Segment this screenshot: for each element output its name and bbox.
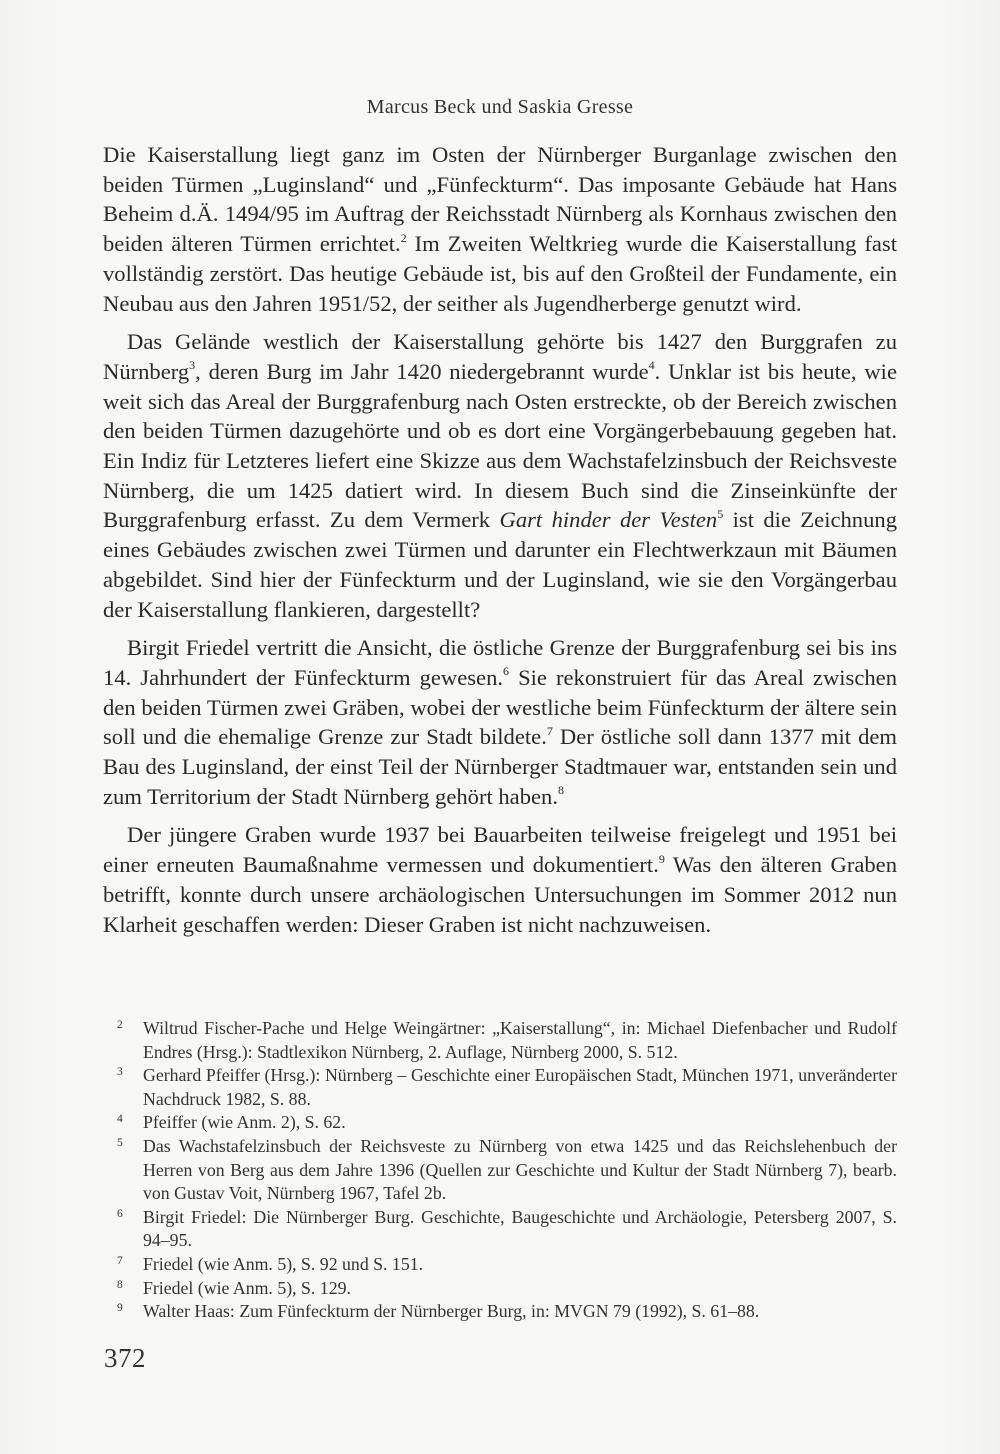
footnote <box>117 1277 897 1301</box>
footnote-text: Birgit Friedel: Die Nürnberger Burg. Geschichte, Baugeschichte und Archäologie, Petersberg 2007, S. 94–95. <box>143 1206 897 1251</box>
text-span: Birgit Friedel vertritt die Ansicht, die östliche Grenze der Burggrafenburg sei bis ins 14. Jahrhundert der Fünfeckturm gewesen. <box>103 635 897 690</box>
italic-quote: Gart hinder der Vesten <box>499 507 718 533</box>
footnote-text: Das Wachstafelzinsbuch der Reichsveste zu Nürnberg von etwa 1425 und das Reichslehenbuch der Herren von Berg aus dem Jahre 1396 (Quellen zur Geschichte und Kultur der Stadt Nürnberg 7), bearb. von Gustav Voit, Nürnberg 1967, Tafel 2b. <box>143 1135 897 1204</box>
text-span: Im Zweiten Weltkrieg wurde die Kaiserstallung fast vollständig zerstört. Das heutige Gebäude ist, bis auf den Großteil der Fundamente, ein Neubau aus den Jahren 1951/52, der seither als Jugendherberge genutzt wird. <box>103 231 897 316</box>
text-span: Das Gelände westlich der Kaiserstallung gehörte bis 1427 den Burggrafen zu Nürnberg <box>103 329 897 384</box>
text-span: Die Kaiserstallung liegt ganz im Osten der Nürnberger Burganlage zwischen den beiden Türmen „Luginsland“ und „Fünfeckturm“. Das imposante Gebäude hat Hans Beheim d.Ä. 1494/95 im Auftrag der Reichsstadt Nürnberg als Kornhaus zwischen den beiden älteren Türmen errichtet. <box>103 142 897 257</box>
footnote-ref: 8 <box>558 783 564 798</box>
paragraph-3 <box>103 633 897 811</box>
footnote-ref: 4 <box>648 358 655 373</box>
footnote-text: Pfeiffer (wie Anm. 2), S. 62. <box>143 1112 346 1133</box>
text-span: . Unklar ist bis heute, wie weit sich das Areal der Burggrafenburg nach Osten erstreckte, ob der Bereich zwischen den beiden Türmen dazugehörte und ob es dort eine Vorgängerbebauung gegeben hat. Ein Indiz für Letzteres liefert eine Skizze aus dem Wachstafelzinsbuch der Reichsveste Nürnberg, die um 1425 datiert wird. In diesem Buch sind die Zinseinkünfte der Burggrafenburg erfasst. Zu dem Vermerk <box>103 358 897 533</box>
text-span: , deren Burg im Jahr 1420 niedergebrannt wurde <box>195 358 649 384</box>
paragraph-4 <box>103 820 897 939</box>
text-span: ist die Zeichnung eines Gebäudes zwischen zwei Türmen und darunter ein Flechtwerkzaun mit Bäumen abgebildet. Sind hier der Fünfeckturm und der Luginsland, wie sie den Vorgängerbau der Kaiserstallung flankieren, dargestellt? <box>103 507 897 622</box>
footnote <box>117 1064 897 1111</box>
footnote-number: 5 <box>117 1136 123 1149</box>
footnote <box>117 1135 897 1206</box>
footnote-ref: 7 <box>546 723 553 738</box>
footnote-text: Friedel (wie Anm. 5), S. 129. <box>143 1277 351 1298</box>
footnote-number: 3 <box>117 1066 123 1079</box>
footnote-text: Gerhard Pfeiffer (Hrsg.): Nürnberg – Geschichte einer Europäischen Stadt, München 1971, unveränderter Nachdruck 1982, S. 88. <box>143 1065 897 1109</box>
footnote-number: 9 <box>117 1302 123 1315</box>
footnote-text: Friedel (wie Anm. 5), S. 92 und S. 151. <box>143 1253 424 1274</box>
text-span: Der östliche soll dann 1377 mit dem Bau des Luginsland, der einst Teil der Nürnberger Stadtmauer war, entstanden sein und zum Territorium der Stadt Nürnberg gehört haben. <box>103 724 897 809</box>
footnote-text: Walter Haas: Zum Fünfeckturm der Nürnberger Burg, in: MVGN 79 (1992), S. 61–88. <box>143 1301 760 1322</box>
footnote-ref: 6 <box>503 664 510 679</box>
main-text <box>103 140 897 948</box>
footnote-number: 8 <box>117 1278 123 1291</box>
running-head: Marcus Beck und Saskia Gresse <box>366 96 634 118</box>
footnote-text: Wiltrud Fischer-Pache und Helge Weingärtner: „Kaiserstallung“, in: Michael Diefenbacher und Rudolf Endres (Hrsg.): Stadtlexikon Nürnberg, 2. Auflage, Nürnberg 2000, S. 512. <box>143 1018 897 1062</box>
paragraph-1 <box>103 140 897 318</box>
footnote-ref: 3 <box>189 358 196 373</box>
footnote <box>117 1017 897 1064</box>
footnote-ref: 2 <box>400 230 407 245</box>
footnote-number: 2 <box>117 1019 123 1031</box>
footnotes <box>117 1017 897 1324</box>
text-span: Was den älteren Graben betrifft, konnte durch unsere archäologischen Untersuchungen im Sommer 2012 nun Klarheit geschaffen werden: Dieser Graben ist nicht nachzuweisen. <box>103 852 897 937</box>
footnote-number: 6 <box>117 1207 123 1220</box>
footnote <box>117 1300 897 1324</box>
footnote <box>117 1253 897 1277</box>
page-number: 372 <box>104 1343 146 1373</box>
footnote-number: 4 <box>117 1113 123 1126</box>
text-span: Der jüngere Graben wurde 1937 bei Bauarbeiten teilweise freigelegt und 1951 bei einer erneuten Baumaßnahme vermessen und dokumentiert. <box>103 822 897 878</box>
footnote-ref: 5 <box>717 506 724 521</box>
paragraph-2 <box>103 327 897 624</box>
footnote-number: 7 <box>117 1254 123 1267</box>
footnote-ref: 9 <box>658 851 665 866</box>
footnote <box>117 1206 897 1253</box>
footnote <box>117 1111 897 1135</box>
text-span: Sie rekonstruiert für das Areal zwischen den beiden Türmen zwei Gräben, wobei der westliche beim Fünfeckturm der ältere sein soll und die ehemalige Grenze zur Stadt bildete. <box>103 664 897 750</box>
